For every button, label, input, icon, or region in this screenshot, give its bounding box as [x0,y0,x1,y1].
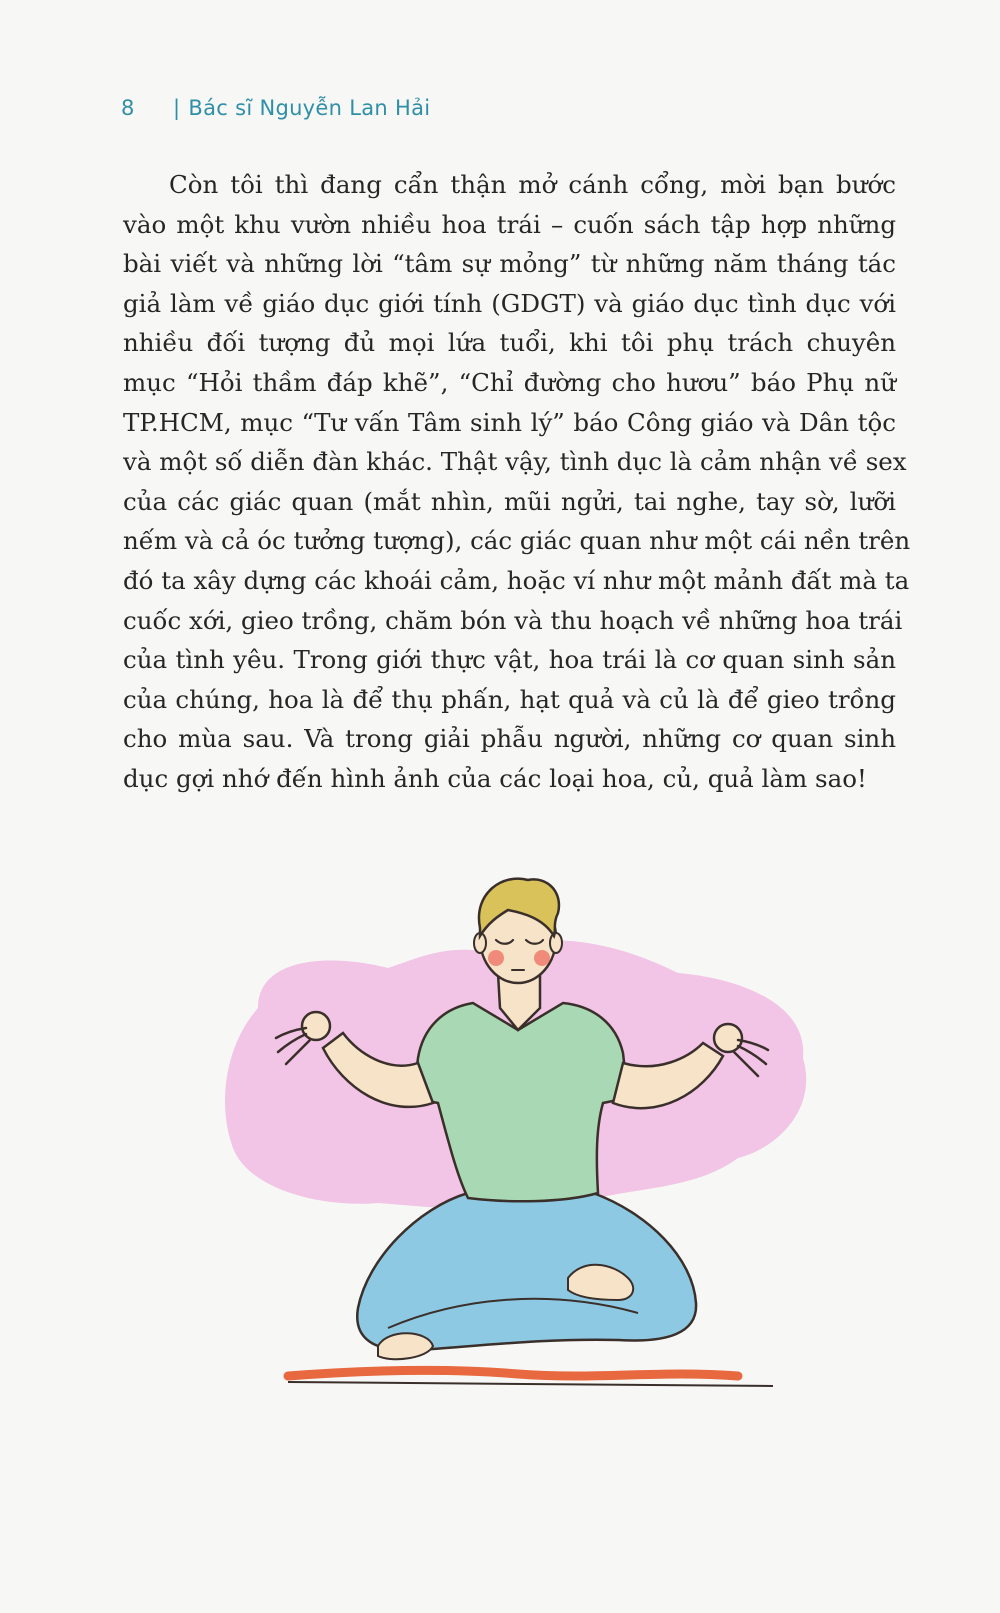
author-name: Bác sĩ Nguyễn Lan Hải [188,96,431,120]
text-line: và một số diễn đàn khác. Thật vậy, tình dục là cảm nhận về sex [123,447,907,477]
text-line: của chúng, hoa là để thụ phấn, hạt quả và củ là để gieo trồng [123,684,896,714]
text-line: nếm và cả óc tưởng tượng), các giác quan như một cái nền trên [123,526,911,556]
text-line: mục “Hỏi thầm đáp khẽ”, “Chỉ đường cho hươu” báo Phụ nữ [123,367,896,397]
text-line: đó ta xây dựng các khoái cảm, hoặc ví như một mảnh đất mà ta [123,565,910,595]
crossed-legs [357,1186,696,1351]
meditation-illustration [218,858,818,1418]
text-line: cho mùa sau. Và trong giải phẫu người, những cơ quan sinh [123,724,896,754]
cheek-left [488,950,504,966]
header-separator: | [173,96,181,120]
text-line: Còn tôi thì đang cẩn thận mở cánh cổng, mời bạn bước [169,170,896,199]
text-line: nhiều đối tượng đủ mọi lứa tuổi, khi tôi phụ trách chuyên [123,328,896,358]
page-number: 8 [121,96,135,120]
right-ear [550,933,562,953]
body-paragraph [123,165,911,799]
text-line: TP.HCM, mục “Tư vấn Tâm sinh lý” báo Công giáo và Dân tộc [123,407,896,437]
text-line: giả làm về giáo dục giới tính (GDGT) và giáo dục tình dục với [123,288,896,318]
text-line: của các giác quan (mắt nhìn, mũi ngửi, tai nghe, tay sờ, lưỡi [123,486,896,516]
text-line: bài viết và những lời “tâm sự mỏng” từ những năm tháng tác [123,249,896,279]
yoga-mat [288,1370,738,1376]
floor-line [288,1382,773,1386]
text-line: cuốc xới, gieo trồng, chăm bón và thu hoạch về những hoa trái [123,605,903,635]
cheek-right [534,950,550,966]
text-line: của tình yêu. Trong giới thực vật, hoa trái là cơ quan sinh sản [123,645,896,675]
text-line: vào một khu vườn nhiều hoa trái – cuốn sách tập hợp những [123,209,896,239]
left-foot [378,1333,433,1359]
text-line: dục gợi nhớ đến hình ảnh của các loại hoa, củ, quả làm sao! [123,763,867,793]
running-header [121,96,430,120]
